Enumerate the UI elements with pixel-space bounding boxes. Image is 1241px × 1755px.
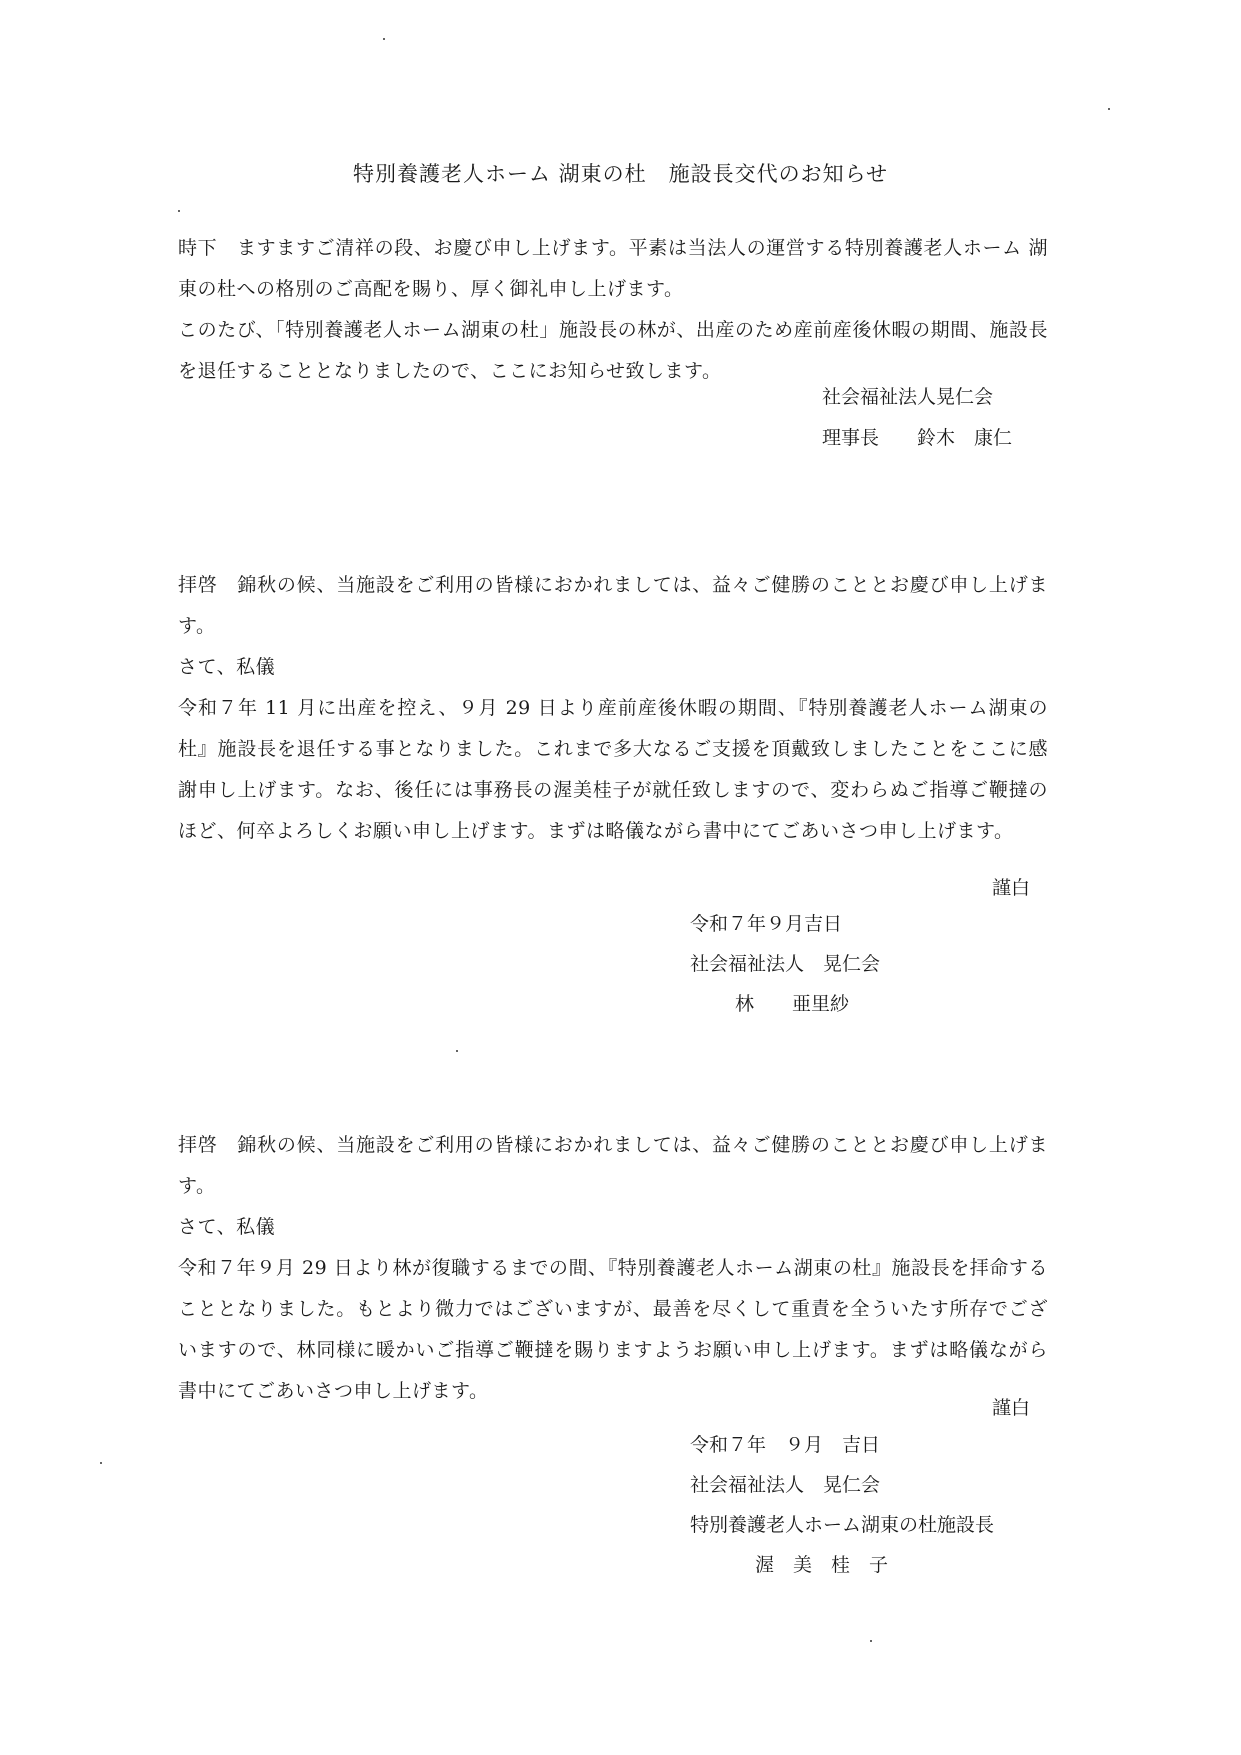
scan-speck — [870, 1640, 872, 1642]
letter2-name: 渥 美 桂 子 — [755, 1554, 889, 1576]
letter2-org: 社会福祉法人 晃仁会 — [690, 1474, 881, 1496]
intro-body — [178, 228, 1048, 392]
intro-paragraph: このたび、「特別養護老人ホーム湖東の杜」施設長の林が、出産のため産前産後休暇の期間、施設長を退任することとなりましたので、ここにお知らせ致します。 — [178, 319, 1048, 382]
page-title: 特別養護老人ホーム 湖東の杜 施設長交代のお知らせ — [352, 162, 889, 186]
intro-signer: 理事長 鈴木 康仁 — [822, 427, 1013, 449]
letter1-date: 令和７年９月吉日 — [690, 913, 843, 935]
intro-org: 社会福祉法人晃仁会 — [822, 386, 994, 408]
letter2-closing: 謹白 — [992, 1397, 1031, 1419]
letter1-closing: 謹白 — [992, 877, 1031, 899]
scan-speck — [178, 210, 180, 212]
intro-paragraph: 時下 ますますご清祥の段、お慶び申し上げます。平素は当法人の運営する特別養護老人ホーム 湖東の杜への格別のご高配を賜り、厚く御礼申し上げます。 — [178, 237, 1048, 300]
letter2-paragraph: 令和７年９月 29 日より林が復職するまでの間、『特別養護老人ホーム湖東の杜』施設長を拝命することとなりました。もとより微力ではございますが、最善を尽くして重責を全ういたす所存でございますので、林同様に暖かいご指導ご鞭撻を賜りますようお願い申し上げます。まずは略儀ながら書中にてごあいさつ申し上げます。 — [178, 1257, 1048, 1402]
letter1-name: 林 亜里紗 — [735, 993, 850, 1015]
scan-speck — [100, 1462, 102, 1464]
letter1-paragraph: さて、私儀 — [178, 656, 276, 678]
letter2-body — [178, 1125, 1048, 1412]
letter1-org: 社会福祉法人 晃仁会 — [690, 953, 881, 975]
letter2-title-line: 特別養護老人ホーム湖東の杜施設長 — [690, 1514, 995, 1536]
scan-speck — [383, 38, 385, 40]
letter1-paragraph: 令和７年 11 月に出産を控え、９月 29 日より産前産後休暇の期間、『特別養護老人ホーム湖東の杜』施設長を退任する事となりました。これまで多大なるご支援を頂戴致しましたことをここに感謝申し上げます。なお、後任には事務長の渥美桂子が就任致しますので、変わらぬご指導ご鞭撻のほど、何卒よろしくお願い申し上げます。まずは略儀ながら書中にてごあいさつ申し上げます。 — [178, 697, 1048, 842]
letter2-date: 令和７年 ９月 吉日 — [690, 1434, 881, 1456]
letter1-paragraph: 拝啓 錦秋の候、当施設をご利用の皆様におかれましては、益々ご健勝のこととお慶び申し上げます。 — [178, 574, 1048, 637]
scan-speck — [456, 1050, 458, 1052]
letter2-paragraph: さて、私儀 — [178, 1216, 276, 1238]
letter1-body — [178, 565, 1048, 852]
scan-speck — [1108, 108, 1110, 110]
letter2-paragraph: 拝啓 錦秋の候、当施設をご利用の皆様におかれましては、益々ご健勝のこととお慶び申し上げます。 — [178, 1134, 1048, 1197]
